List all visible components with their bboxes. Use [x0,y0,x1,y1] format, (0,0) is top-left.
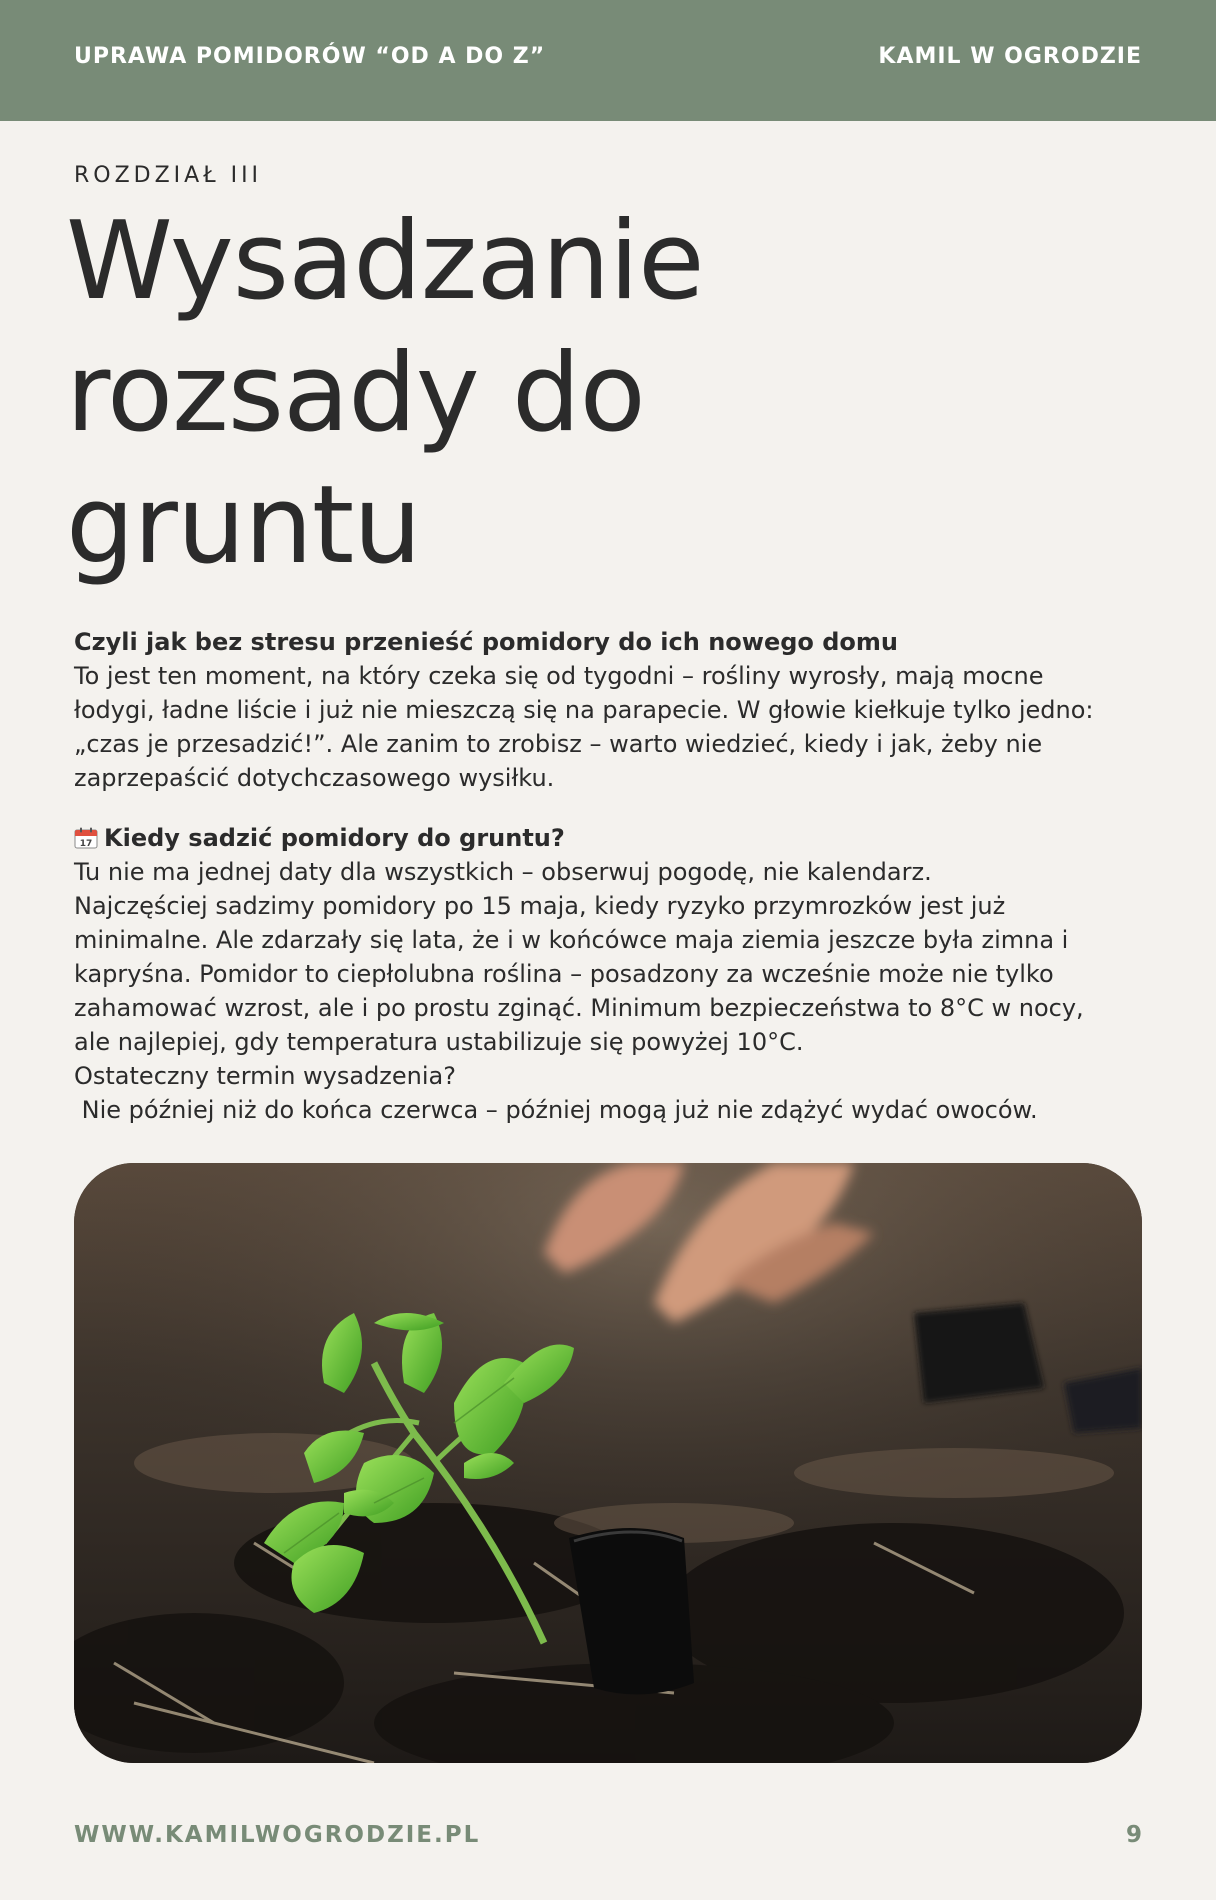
footer-url: WWW.KAMILWOGRODZIE.PL [74,1822,481,1848]
page-number: 9 [1125,1822,1142,1848]
when-line: minimalne. Ale zdarzały się lata, że i w końcówce maja ziemia jeszcze była zimna i [74,926,1069,954]
when-line: Najczęściej sadzimy pomidory po 15 maja, kiedy ryzyko przymrozków jest już [74,892,1006,920]
intro-section [74,625,1144,795]
chapter-label: ROZDZIAŁ III [74,163,263,188]
when-line: ale najlepiej, gdy temperatura ustabilizuje się powyżej 10°C. [74,1028,804,1056]
brand-name: KAMIL W OGRODZIE [878,44,1142,69]
intro-line: łodygi, ładne liście i już nie mieszczą się na parapecie. W głowie kiełkuje tylko jedno: [74,696,1094,724]
svg-text:17: 17 [79,839,93,849]
when-line: Tu nie ma jednej daty dla wszystkich – obserwuj pogodę, nie kalendarz. [74,858,932,886]
page-header [0,0,1216,121]
intro-heading: Czyli jak bez stresu przenieść pomidory do ich nowego domu [74,628,899,656]
when-heading: Kiedy sadzić pomidory do gruntu? [104,824,565,852]
guide-title: UPRAWA POMIDORÓW “OD A DO Z” [74,44,546,69]
chapter-title-line: gruntu [66,463,421,588]
chapter-title-line: Wysadzanie [66,199,704,324]
calendar-icon [74,827,98,849]
seedling-illustration [74,1163,1142,1763]
intro-line: „czas je przesadzić!”. Ale zanim to zrobisz – warto wiedzieć, kiedy i jak, żeby nie [74,730,1043,758]
chapter-title-line: rozsady do [66,331,645,456]
when-section [74,821,1144,1127]
chapter-title [66,196,866,592]
when-line: Ostateczny termin wysadzenia? [74,1062,456,1090]
seedling-photo [74,1163,1142,1763]
when-line: Nie później niż do końca czerwca – później mogą już nie zdążyć wydać owoców. [74,1096,1038,1124]
when-heading-row [74,821,1144,855]
when-line: zahamować wzrost, ale i po prostu zginąć. Minimum bezpieczeństwa to 8°C w nocy, [74,994,1084,1022]
intro-line: To jest ten moment, na który czeka się od tygodni – rośliny wyrosły, mają mocne [74,662,1044,690]
intro-line: zaprzepaścić dotychczasowego wysiłku. [74,764,555,792]
when-line: kapryśna. Pomidor to ciepłolubna roślina – posadzony za wcześnie może nie tylko [74,960,1054,988]
